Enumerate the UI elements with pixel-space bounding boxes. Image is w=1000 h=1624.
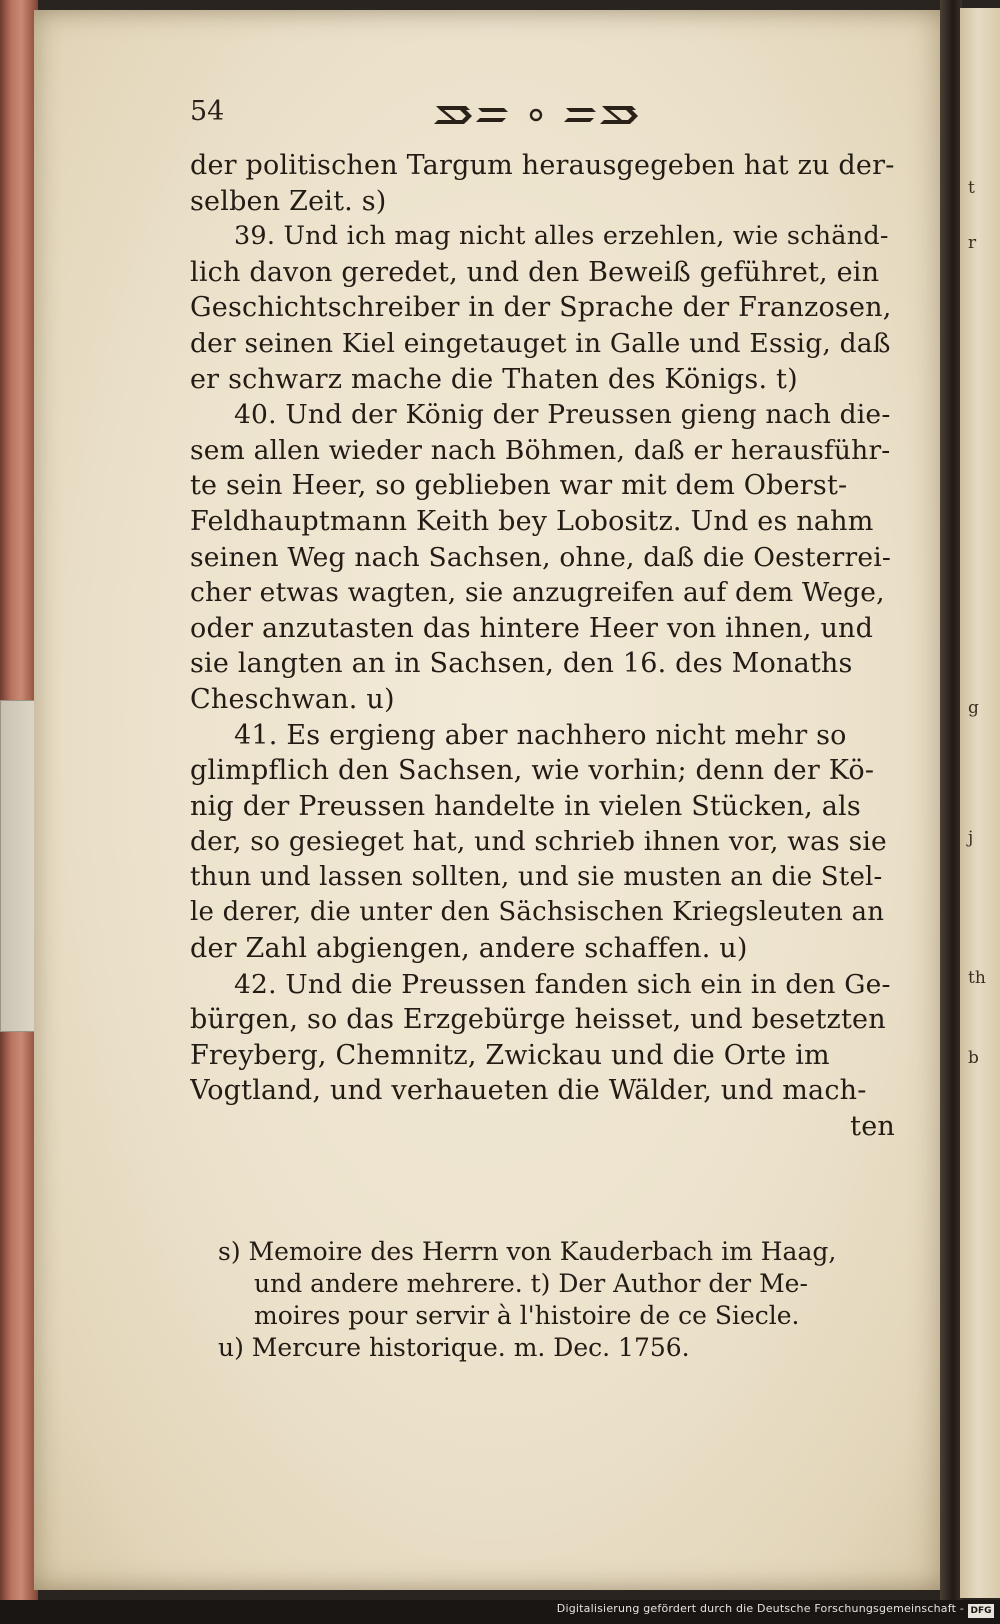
footnote-line: u) Mercure historique. m. Dec. 1756. [218, 1333, 690, 1362]
text-line: nig der Preussen handelte in vielen Stücken, als [190, 790, 861, 822]
dfg-logo: DFG [968, 1604, 994, 1618]
book-gutter [940, 0, 962, 1600]
text-line: selben Zeit. s) [190, 185, 387, 217]
next-page-fragment: j [968, 828, 974, 848]
text-line: cher etwas wagten, sie anzugreifen auf dem Wege, [190, 577, 885, 609]
footnotes [218, 1236, 893, 1364]
text-line: bürgen, so das Erzgebürge heisset, und besetzten [190, 1004, 886, 1036]
next-page-fragment: g [968, 698, 979, 718]
text-line: der, so gesieget hat, und schrieb ihnen vor, was sie [190, 826, 887, 858]
text-line: 42. Und die Preussen fanden sich ein in den Ge- [234, 968, 891, 1000]
text-line: Cheschwan. u) [190, 683, 395, 715]
next-page-fragment: r [968, 233, 977, 253]
footnote-line: s) Memoire des Herrn von Kauderbach im Haag, [218, 1237, 837, 1266]
text-line: thun und lassen sollten, und sie musten an die Stel- [190, 861, 883, 892]
footnote-line: und andere mehrere. t) Der Author der Me- [254, 1269, 808, 1298]
funding-credit: Digitalisierung gefördert durch die Deutsche Forschungsgemeinschaft - [556, 1602, 964, 1615]
page-header [190, 96, 650, 136]
text-line: der seinen Kiel eingetauget in Galle und Essig, daß [190, 327, 891, 359]
text-line: Vogtland, und verhaueten die Wälder, und mach- [190, 1075, 867, 1107]
text-line: sie langten an in Sachsen, den 16. des Monaths [190, 648, 853, 680]
next-page-fragment: b [968, 1048, 979, 1068]
body-text [190, 148, 895, 1145]
text-line: le derer, die unter den Sächsischen Kriegsleuten an [190, 897, 885, 928]
printer-ornament-icon [426, 100, 646, 130]
text-line: der Zahl abgiengen, andere schaffen. u) [190, 933, 748, 965]
catchword: ten [850, 1111, 895, 1143]
next-page-fragment: t [968, 178, 975, 198]
page-number: 54 [190, 96, 225, 127]
text-line: glimpflich den Sachsen, wie vorhin; denn der Kö- [190, 755, 875, 787]
footnote-line: moires pour servir à l'histoire de ce Siecle. [254, 1301, 800, 1330]
text-line: der politischen Targum herausgegeben hat zu der- [190, 150, 895, 181]
next-page-strip [960, 8, 1000, 1598]
text-line: oder anzutasten das hintere Heer von ihnen, und [190, 612, 874, 644]
text-line: lich davon geredet, und den Beweiß geführet, ein [190, 256, 880, 288]
text-line: sem allen wieder nach Böhmen, daß er herausführ- [190, 434, 891, 466]
next-page-fragment: th [968, 968, 986, 988]
text-line: te sein Heer, so geblieben war mit dem Oberst- [190, 470, 848, 502]
text-line: Geschichtschreiber in der Sprache der Franzosen, [190, 292, 892, 324]
text-line: 41. Es ergieng aber nachhero nicht mehr so [234, 719, 847, 751]
text-line: er schwarz mache die Thaten des Königs. t) [190, 363, 798, 395]
text-line: Freyberg, Chemnitz, Zwickau und die Orte im [190, 1039, 830, 1071]
text-line: Feldhauptmann Keith bey Lobositz. Und es nahm [190, 505, 874, 537]
text-line: 40. Und der König der Preussen gieng nach die- [234, 399, 891, 431]
text-line: seinen Weg nach Sachsen, ohne, daß die Oesterrei- [190, 541, 892, 573]
text-line: 39. Und ich mag nicht alles erzehlen, wie schänd- [234, 221, 889, 252]
